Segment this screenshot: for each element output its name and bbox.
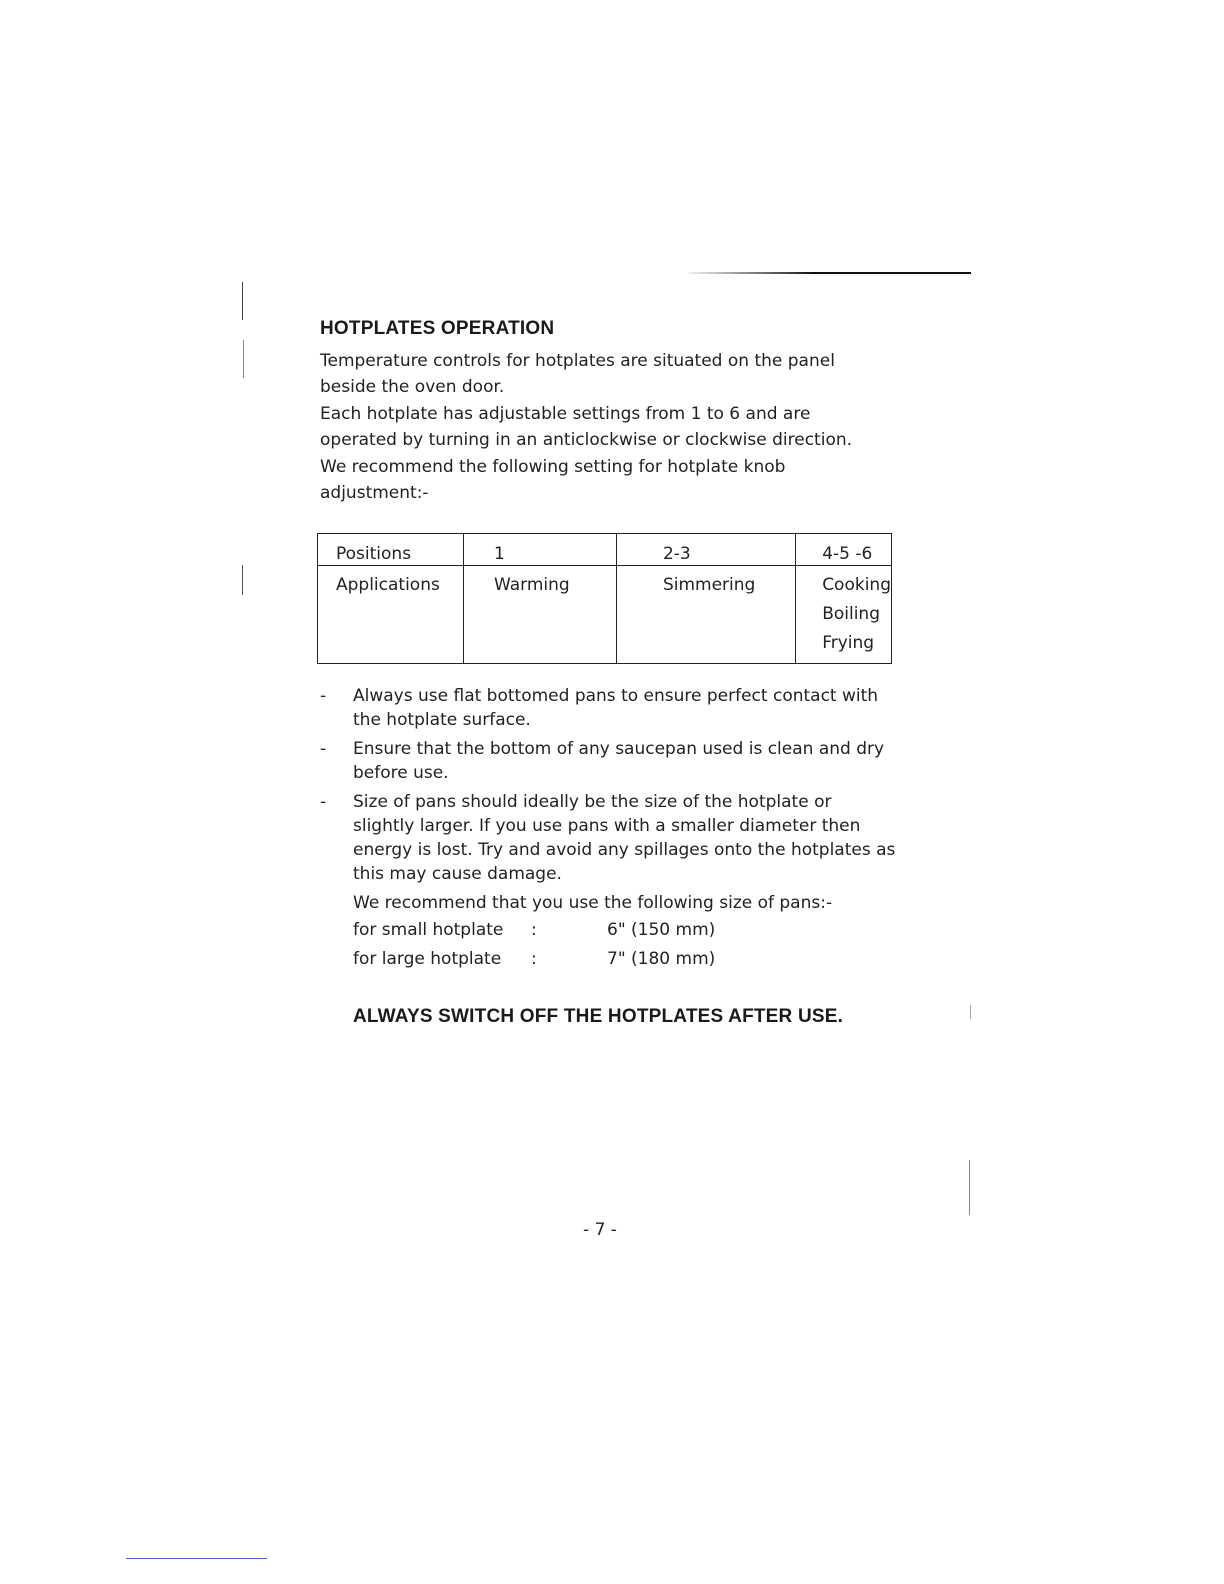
- pan-size-intro: We recommend that you use the following size of pans:-: [353, 893, 833, 913]
- section-heading: HOTPLATES OPERATION: [320, 318, 555, 339]
- dash-bullet: -: [320, 792, 327, 812]
- bottom-left-rule: [126, 1558, 267, 1559]
- tips-list: [318, 684, 898, 891]
- position-cell: 4-5 -6: [796, 534, 892, 566]
- tip-text: Ensure that the bottom of any saucepan used is clean and dry before use.: [353, 739, 885, 783]
- application-cell: [463, 566, 616, 664]
- application-item: Simmering: [662, 575, 756, 595]
- recommend-paragraph: We recommend the following setting for hotplate knob adjustment:-: [320, 457, 786, 503]
- dash-bullet: -: [320, 739, 327, 759]
- pan-size-label: for large hotplate: [353, 949, 502, 969]
- positions-label: Positions: [318, 534, 464, 566]
- application-item: Warming: [493, 575, 570, 595]
- applications-label: Applications: [318, 566, 464, 664]
- application-item: Frying: [822, 633, 875, 653]
- tip-text: Always use flat bottomed pans to ensure perfect contact with the hotplate surface.: [353, 686, 879, 730]
- pan-size-value: 6" (150 mm): [607, 920, 716, 940]
- left-margin-mark: [242, 565, 243, 595]
- pan-size-separator: :: [531, 949, 537, 969]
- right-margin-mark: [969, 1160, 970, 1215]
- position-cell: 1: [463, 534, 616, 566]
- tip-text: Size of pans should ideally be the size of the hotplate or slightly larger. If you use pans with a smaller diameter then energy is lost. Try and avoid any spillages onto the hotplates as this may cause damage.: [353, 792, 896, 884]
- list-item: [318, 737, 898, 785]
- safety-warning: ALWAYS SWITCH OFF THE HOTPLATES AFTER USE.: [353, 1006, 844, 1027]
- intro-paragraph: Temperature controls for hotplates are situated on the panel beside the oven door.: [320, 351, 835, 397]
- page-number: - 7 -: [583, 1220, 617, 1240]
- positions-row: [318, 534, 892, 566]
- position-cell: 2-3: [616, 534, 795, 566]
- pan-size-row: [353, 920, 773, 944]
- pan-size-label: for small hotplate: [353, 920, 504, 940]
- left-margin-mark: [242, 282, 243, 320]
- dash-bullet: -: [320, 686, 327, 706]
- applications-row: [318, 566, 892, 664]
- settings-paragraph: Each hotplate has adjustable settings from 1 to 6 and are operated by turning in an anticlockwise or clockwise direction.: [320, 404, 853, 450]
- hotplate-settings-table: [317, 533, 892, 664]
- left-margin-mark: [243, 340, 244, 378]
- application-item: Boiling: [822, 604, 880, 624]
- top-rule: [688, 272, 971, 274]
- right-margin-mark: [970, 1005, 971, 1019]
- list-item: [318, 684, 898, 732]
- application-cell: [616, 566, 795, 664]
- application-item: Cooking: [822, 575, 891, 595]
- pan-size-separator: :: [531, 920, 537, 940]
- pan-size-value: 7" (180 mm): [607, 949, 716, 969]
- pan-size-row: [353, 949, 773, 973]
- application-cell: [796, 566, 892, 664]
- list-item: [318, 790, 898, 886]
